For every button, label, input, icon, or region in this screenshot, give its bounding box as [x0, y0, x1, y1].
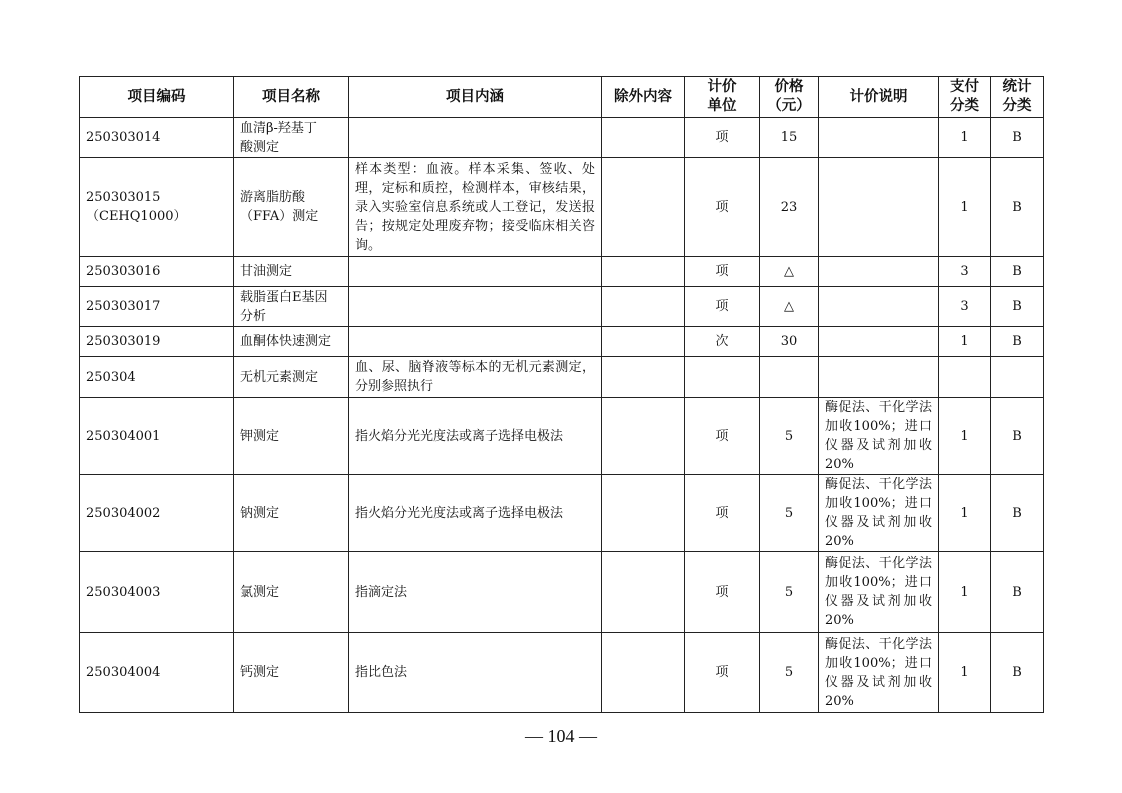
cell-name: 钾测定	[234, 398, 349, 475]
cell-code: 250303019	[80, 327, 234, 357]
cell-excluded	[602, 398, 685, 475]
cell-stat-class: B	[991, 118, 1044, 158]
cell-code: 250304001	[80, 398, 234, 475]
page-number: — 104 —	[525, 726, 597, 746]
cell-stat-class: B	[991, 257, 1044, 287]
cell-pricing-note	[819, 158, 939, 257]
header-code: 项目编码	[80, 77, 234, 118]
cell-code: 250303016	[80, 257, 234, 287]
cell-pricing-note: 酶促法、干化学法加收100%；进口仪器及试剂加收20%	[819, 633, 939, 713]
cell-payment-class: 1	[939, 398, 991, 475]
cell-content: 样本类型：血液。样本采集、签收、处理，定标和质控，检测样本，审核结果，录入实验室信息系统或人工登记，发送报告；按规定处理废弃物；接受临床相关咨询。	[349, 158, 602, 257]
cell-name: 无机元素测定	[234, 357, 349, 398]
cell-payment-class: 3	[939, 287, 991, 327]
cell-price	[760, 357, 819, 398]
cell-excluded	[602, 633, 685, 713]
cell-unit: 项	[685, 158, 760, 257]
cell-stat-class: B	[991, 398, 1044, 475]
cell-code: 250304004	[80, 633, 234, 713]
cell-content	[349, 118, 602, 158]
cell-price: 30	[760, 327, 819, 357]
header-name: 项目名称	[234, 77, 349, 118]
header-row	[80, 77, 1044, 118]
pricing-table	[79, 76, 1044, 713]
table-row	[80, 327, 1044, 357]
cell-price: 5	[760, 552, 819, 633]
cell-excluded	[602, 552, 685, 633]
cell-name: 钙测定	[234, 633, 349, 713]
cell-stat-class: B	[991, 633, 1044, 713]
cell-payment-class: 1	[939, 475, 991, 552]
cell-unit: 次	[685, 327, 760, 357]
cell-content	[349, 257, 602, 287]
cell-excluded	[602, 475, 685, 552]
cell-price: △	[760, 287, 819, 327]
cell-code: 250304	[80, 357, 234, 398]
table-row	[80, 552, 1044, 633]
cell-name: 血酮体快速测定	[234, 327, 349, 357]
cell-price: 5	[760, 475, 819, 552]
cell-price: 15	[760, 118, 819, 158]
table-row	[80, 257, 1044, 287]
cell-stat-class: B	[991, 552, 1044, 633]
cell-stat-class: B	[991, 158, 1044, 257]
cell-name: 游离脂肪酸 （FFA）测定	[234, 158, 349, 257]
cell-payment-class: 1	[939, 552, 991, 633]
cell-unit: 项	[685, 287, 760, 327]
cell-content: 指比色法	[349, 633, 602, 713]
table-row	[80, 158, 1044, 257]
cell-excluded	[602, 118, 685, 158]
cell-name: 钠测定	[234, 475, 349, 552]
cell-content: 血、尿、脑脊液等标本的无机元素测定，分别参照执行	[349, 357, 602, 398]
cell-code: 250304002	[80, 475, 234, 552]
header-unit: 计价 单位	[685, 77, 760, 118]
cell-excluded	[602, 287, 685, 327]
cell-price: 23	[760, 158, 819, 257]
cell-pricing-note: 酶促法、干化学法加收100%；进口仪器及试剂加收20%	[819, 475, 939, 552]
cell-content	[349, 327, 602, 357]
cell-unit: 项	[685, 633, 760, 713]
header-content: 项目内涵	[349, 77, 602, 118]
cell-code: 250303014	[80, 118, 234, 158]
cell-pricing-note	[819, 357, 939, 398]
table-row	[80, 398, 1044, 475]
cell-code: 250303015（CEHQ1000）	[80, 158, 234, 257]
cell-excluded	[602, 357, 685, 398]
cell-pricing-note: 酶促法、干化学法加收100%；进口仪器及试剂加收20%	[819, 398, 939, 475]
header-pricing-note: 计价说明	[819, 77, 939, 118]
cell-excluded	[602, 327, 685, 357]
table-row	[80, 633, 1044, 713]
cell-name: 血清β-羟基丁 酸测定	[234, 118, 349, 158]
cell-excluded	[602, 158, 685, 257]
table-row	[80, 287, 1044, 327]
cell-content: 指火焰分光光度法或离子选择电极法	[349, 398, 602, 475]
cell-excluded	[602, 257, 685, 287]
cell-stat-class	[991, 357, 1044, 398]
cell-content: 指火焰分光光度法或离子选择电极法	[349, 475, 602, 552]
header-stat-class: 统计 分类	[991, 77, 1044, 118]
cell-content: 指滴定法	[349, 552, 602, 633]
cell-pricing-note	[819, 327, 939, 357]
table-row	[80, 475, 1044, 552]
cell-unit: 项	[685, 257, 760, 287]
header-payment-class: 支付 分类	[939, 77, 991, 118]
cell-code: 250304003	[80, 552, 234, 633]
cell-stat-class: B	[991, 475, 1044, 552]
cell-unit: 项	[685, 118, 760, 158]
cell-stat-class: B	[991, 287, 1044, 327]
cell-code: 250303017	[80, 287, 234, 327]
cell-payment-class: 1	[939, 118, 991, 158]
cell-payment-class: 3	[939, 257, 991, 287]
cell-unit: 项	[685, 552, 760, 633]
cell-stat-class: B	[991, 327, 1044, 357]
cell-payment-class: 1	[939, 158, 991, 257]
cell-price: 5	[760, 633, 819, 713]
cell-payment-class: 1	[939, 327, 991, 357]
cell-price: △	[760, 257, 819, 287]
cell-pricing-note: 酶促法、干化学法加收100%；进口仪器及试剂加收20%	[819, 552, 939, 633]
cell-unit	[685, 357, 760, 398]
header-excluded: 除外内容	[602, 77, 685, 118]
header-price: 价格 （元）	[760, 77, 819, 118]
table-row	[80, 118, 1044, 158]
table-row	[80, 357, 1044, 398]
cell-name: 氯测定	[234, 552, 349, 633]
cell-pricing-note	[819, 118, 939, 158]
cell-payment-class	[939, 357, 991, 398]
cell-price: 5	[760, 398, 819, 475]
cell-payment-class: 1	[939, 633, 991, 713]
cell-pricing-note	[819, 287, 939, 327]
cell-name: 甘油测定	[234, 257, 349, 287]
cell-unit: 项	[685, 398, 760, 475]
cell-pricing-note	[819, 257, 939, 287]
cell-content	[349, 287, 602, 327]
cell-unit: 项	[685, 475, 760, 552]
cell-name: 载脂蛋白E基因 分析	[234, 287, 349, 327]
